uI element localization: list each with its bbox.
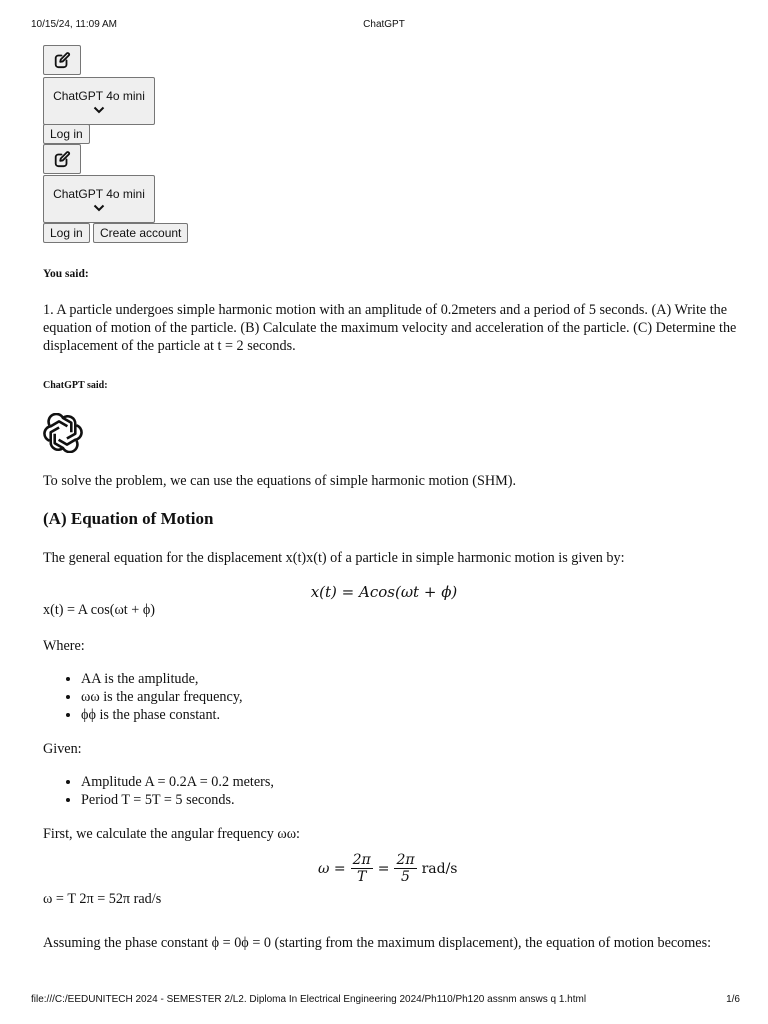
angular-freq-text: First, we calculate the angular frequency ωω: (43, 826, 301, 842)
new-chat-button[interactable] (43, 45, 81, 75)
eq2-frac2-num: 2π (396, 852, 415, 868)
eq2-frac1-den: T (356, 869, 367, 885)
where-label: Where: (43, 638, 85, 654)
edit-icon (53, 51, 71, 69)
fallback-equation-1: x(t) = A cos(ωt + ϕ) (43, 602, 156, 618)
chevron-down-icon (93, 106, 105, 114)
section-a-heading: (A) Equation of Motion (43, 509, 214, 528)
eq2-frac2-den: 5 (401, 869, 410, 885)
chevron-down-icon (93, 204, 105, 212)
login-label: Log in (50, 226, 83, 240)
fallback-equation-2: ω = T 2π = 52π rad/s (43, 891, 162, 907)
model-label: ChatGPT 4o mini (53, 186, 145, 201)
eq2-unit: rad/s (421, 860, 458, 877)
list-item: • ωω is the angular frequency, (81, 688, 768, 706)
login-label: Log in (50, 127, 83, 141)
given-label: Given: (43, 741, 82, 757)
user-message: 1. A particle undergoes simple harmonic motion with an amplitude of 0.2meters and a period of 5 seconds. (A) Write the equation of motion of the particle. (B) Calculate the maximum velocity and acceleration of the particle. (C) Determine the displacement of the particle at t = 2 seconds. (43, 302, 737, 354)
new-chat-button-2[interactable] (43, 144, 81, 174)
login-button-2[interactable] (43, 223, 90, 243)
user-label: You said: (43, 268, 89, 280)
assistant-label: ChatGPT said: (43, 380, 108, 391)
model-selector-button-2[interactable] (43, 175, 155, 223)
eq2-frac1-num: 2π (352, 852, 371, 868)
print-title: ChatGPT (363, 19, 405, 30)
eq2-equals: = (377, 860, 390, 877)
create-account-label: Create account (100, 226, 182, 240)
given-list (43, 773, 768, 809)
general-eq-text: The general equation for the displacement x(t)x(t) of a particle in simple harmonic motion is given by: (43, 550, 625, 566)
print-header (0, 19, 768, 33)
eq2-fraction-1 (351, 852, 373, 885)
list-item: • Amplitude A = 0.2A = 0.2 meters, (81, 773, 768, 791)
list-item: • AA is the amplitude, (81, 670, 768, 688)
file-path: file:///C:/EEDUNITECH 2024 - SEMESTER 2/L2. Diploma In Electrical Engineering 2024/Ph110/Ph120 assnm answs q 1.html (31, 994, 587, 1005)
print-footer (0, 994, 768, 1008)
openai-logo-icon (43, 413, 83, 453)
page-number: 1/6 (726, 994, 740, 1005)
login-button[interactable] (43, 124, 90, 144)
edit-icon (53, 150, 71, 168)
model-label: ChatGPT 4o mini (53, 88, 145, 103)
phase-text: Assuming the phase constant ϕ = 0ϕ = 0 (starting from the maximum displacement), the equation of motion becomes: (43, 935, 712, 951)
where-list (43, 670, 768, 724)
display-equation-1: x(t) = Acos(ωt + ϕ) (310, 583, 458, 601)
display-equation-2 (318, 852, 457, 885)
create-account-button[interactable] (93, 223, 188, 243)
eq2-lhs: ω = (318, 860, 346, 877)
assistant-intro: To solve the problem, we can use the equations of simple harmonic motion (SHM). (43, 473, 517, 489)
list-item: • ϕϕ is the phase constant. (81, 706, 768, 724)
list-item: • Period T = 5T = 5 seconds. (81, 791, 768, 809)
print-datetime: 10/15/24, 11:09 AM (31, 19, 117, 30)
eq2-fraction-2 (394, 852, 416, 885)
model-selector-button[interactable] (43, 77, 155, 125)
